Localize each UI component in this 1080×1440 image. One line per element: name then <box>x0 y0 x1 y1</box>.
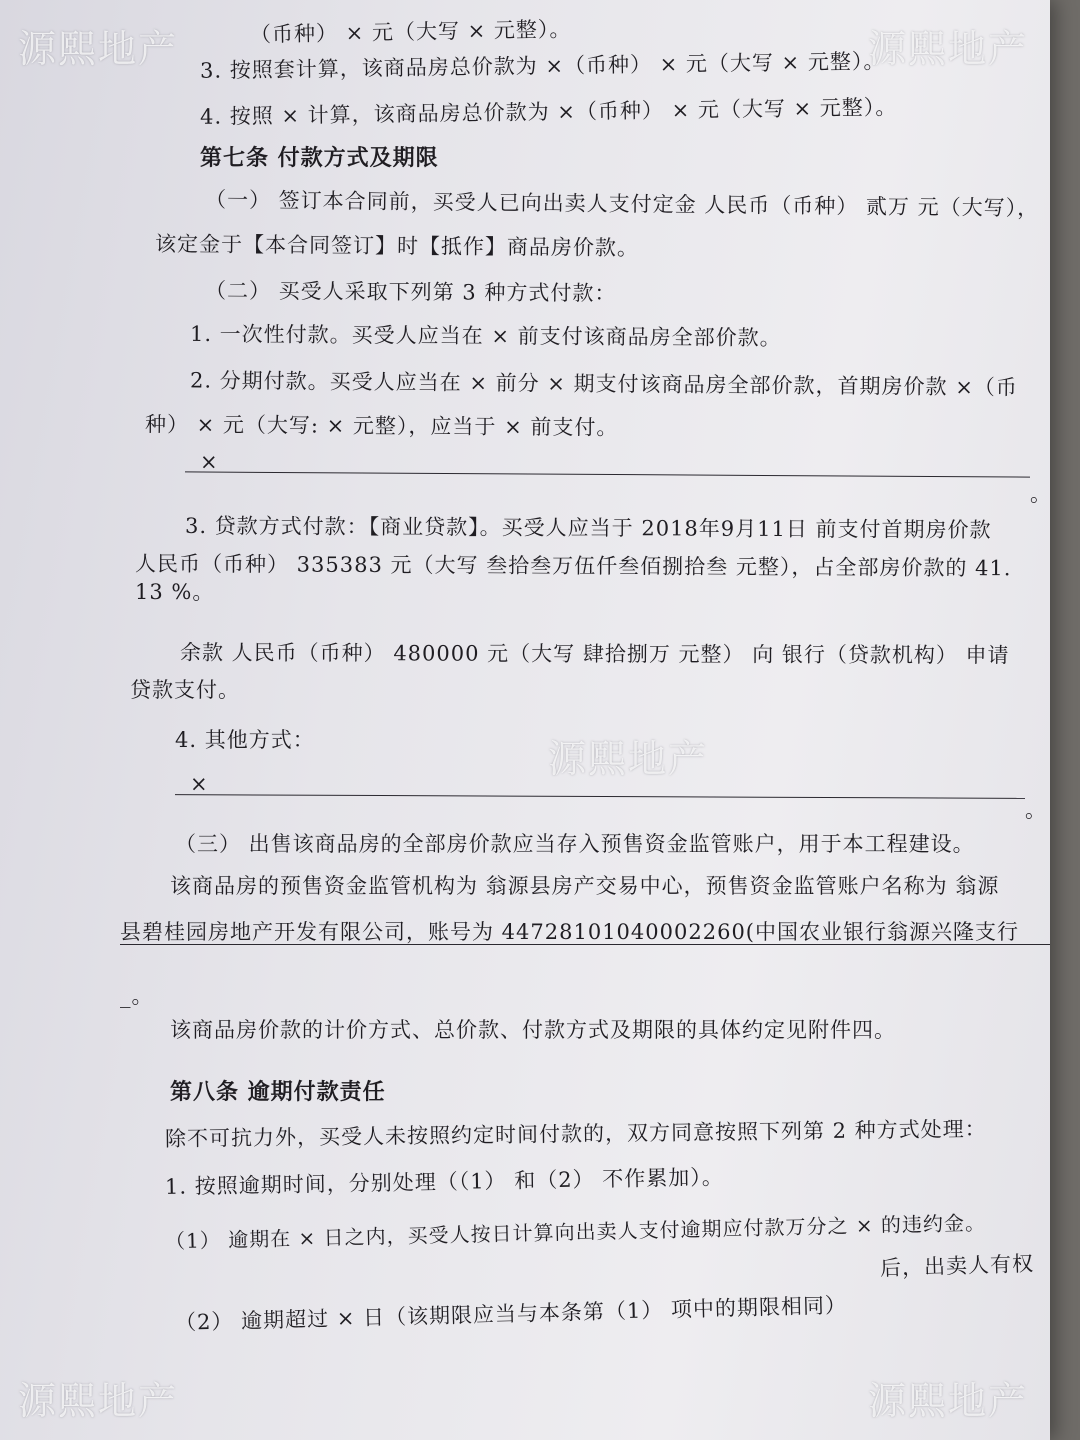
text-line: （1） 逾期在 × 日之内，买受人按日计算向出卖人支付逾期应付款万分之 × 的违约金。 <box>164 1210 987 1254</box>
text-line: （币种） × 元（大写 × 元整）。 <box>249 17 572 47</box>
text-line: 4. 按照 × 计算，该商品房总价款为 ×（币种） × 元（大写 × 元整）。 <box>199 95 898 129</box>
text-line: 除不可抗力外，买受人未按照约定时间付款的，双方同意按照下列第 2 种方式处理： <box>164 1116 987 1152</box>
watermark: 源熙地产 <box>868 27 1029 71</box>
underline-rule <box>120 944 1050 945</box>
text-line: 1. 按照逾期时间，分别处理（（1） 和（2） 不作累加）。 <box>164 1165 724 1199</box>
text-line: 2. 分期付款。买受人应当在 × 前分 × 期支付该商品房全部价款，首期房价款 ×（币 <box>189 368 1018 400</box>
text-line: 该定金于【本合同签订】时【抵作】商品房价款。 <box>154 231 640 261</box>
text-line: （2） 逾期超过 × 日（该期限应当与本条第（1） 项中的期限相同） <box>174 1293 848 1335</box>
blank-mark: × <box>190 772 209 796</box>
text-line: 余款 人民币（币种） 480000 元（大写 肆拾捌万 元整） 向 银行（贷款机构） 申请 <box>179 640 1010 668</box>
text-line: 种） × 元（大写: × 元整），应当于 × 前支付。 <box>144 412 619 440</box>
text-line: 人民币（币种） 335383 元（大写 叁拾叁万伍仟叁佰捌拾叁 元整），占全部房价款的 41. <box>134 551 1012 581</box>
underline-rule <box>175 794 1025 799</box>
text-line: （二） 买受人采取下列第 3 种方式付款： <box>204 278 617 306</box>
text-line-end: 。 <box>1030 482 1052 506</box>
text-line: _。 <box>120 984 154 1008</box>
text-line: 3. 按照套计算，该商品房总价款为 ×（币种） × 元（大写 × 元整）。 <box>199 49 886 83</box>
blank-mark: × <box>200 450 219 474</box>
watermark: 源熙地产 <box>18 1379 179 1423</box>
text-line: 3. 贷款方式付款：【商业贷款】。买受人应当于 2018年9月11日 前支付首期房价款 <box>184 513 992 543</box>
text-line: 后，出卖人有权 <box>879 1251 1035 1281</box>
watermark: 源熙地产 <box>868 1379 1029 1423</box>
text-line-end: 。 <box>1025 798 1047 822</box>
text-line: 贷款支付。 <box>130 678 240 702</box>
section-heading-article-8: 第八条 逾期付款责任 <box>170 1079 386 1105</box>
text-line: （一） 签订本合同前，买受人已向出卖人支付定金 人民币（币种） 贰万 元（大写）， <box>204 187 1040 221</box>
text-line: 1. 一次性付款。买受人应当在 × 前支付该商品房全部价款。 <box>189 321 782 351</box>
text-line: 该商品房的预售资金监管机构为 翁源县房产交易中心，预售资金监管账户名称为 翁源 <box>170 874 1000 898</box>
section-heading-article-7: 第七条 付款方式及期限 <box>200 145 439 171</box>
underline-rule <box>185 471 1030 477</box>
watermark: 源熙地产 <box>548 737 709 781</box>
text-line: 县碧桂园房地产开发有限公司，账号为 44728101040002260(中国农业银行翁源兴隆支行 <box>120 920 1019 944</box>
text-line: 4. 其他方式： <box>175 728 315 752</box>
watermark: 源熙地产 <box>18 27 179 71</box>
text-line: 13 %。 <box>135 580 215 604</box>
text-line: （三） 出售该商品房的全部房价款应当存入预售资金监管账户，用于本工程建设。 <box>175 832 975 856</box>
text-line: 该商品房价款的计价方式、总价款、付款方式及期限的具体约定见附件四。 <box>170 1018 896 1042</box>
